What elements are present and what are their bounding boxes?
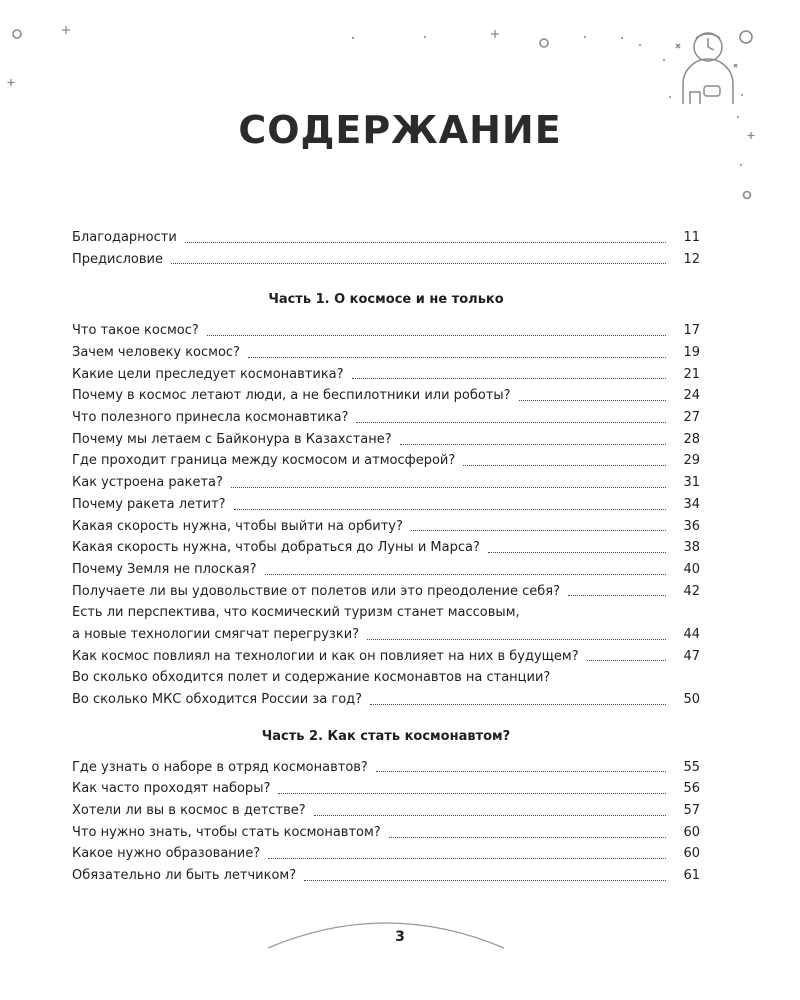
leader-dots [171, 263, 666, 264]
leader-dots [265, 574, 666, 575]
toc-entry-page: 42 [683, 583, 700, 599]
leader-dots [304, 880, 666, 881]
toc-entry-page: 12 [683, 251, 700, 267]
leader-dots [488, 552, 666, 553]
toc-entry-page: 34 [683, 496, 700, 512]
toc-entry-title: Почему Земля не плоская? [72, 561, 257, 577]
toc-entry-page: 50 [683, 692, 700, 708]
leader-dots [352, 378, 666, 379]
toc-entry-title: Как часто проходят наборы? [72, 781, 271, 797]
toc-entry-page: 55 [683, 759, 700, 775]
toc-entry[interactable] [72, 778, 700, 800]
toc-entry-line[interactable] [72, 667, 700, 689]
toc-entry[interactable] [72, 537, 700, 559]
leader-dots [400, 444, 666, 445]
toc-entry[interactable] [72, 844, 700, 866]
section-heading-part-2: Часть 2. Как стать космонавтом? [261, 728, 511, 744]
toc-entry-page: 56 [683, 781, 700, 797]
toc-entry-title: Какая скорость нужна, чтобы добраться до Луны и Марса? [72, 540, 480, 556]
toc-entry[interactable] [72, 757, 700, 779]
toc-entry-page: 40 [683, 561, 700, 577]
toc-entry-title: Где проходит граница между космосом и атмосферой? [72, 453, 456, 469]
toc-entry-title: Где узнать о наборе в отряд космонавтов? [72, 759, 368, 775]
toc-entry[interactable] [72, 822, 700, 844]
toc-entry-page: 24 [683, 388, 700, 404]
toc-entry[interactable] [72, 451, 700, 473]
toc-entry-title: Что такое космос? [72, 323, 199, 339]
toc-entry-title: Предисловие [72, 251, 163, 267]
astronaut-icon [676, 33, 737, 104]
toc-entry-title: Что нужно знать, чтобы стать космонавтом? [72, 824, 381, 840]
toc-entry-title: Есть ли перспектива, что космический туризм станет массовым, [72, 605, 520, 621]
toc-entry-page: 29 [683, 453, 700, 469]
leader-dots [231, 487, 666, 488]
toc-entry-page: 61 [683, 868, 700, 884]
page-number: 3 [395, 929, 405, 945]
toc-entry[interactable] [72, 516, 700, 538]
toc-entry[interactable] [72, 865, 700, 887]
leader-dots [411, 530, 666, 531]
leader-dots [463, 465, 666, 466]
toc-entry-page: 19 [683, 345, 700, 361]
toc-entry[interactable] [72, 646, 700, 668]
toc-entry-page: 31 [683, 475, 700, 491]
toc-entry[interactable] [72, 227, 700, 249]
toc-entry-title: Как устроена ракета? [72, 475, 223, 491]
leader-dots [376, 771, 666, 772]
toc-entry[interactable] [72, 581, 700, 603]
toc-entry-title: Какое нужно образование? [72, 846, 261, 862]
toc-entry-title: Почему в космос летают люди, а не беспилотники или роботы? [72, 388, 511, 404]
toc-entry-page: 60 [683, 824, 700, 840]
leader-dots [248, 357, 666, 358]
table-of-contents [72, 227, 700, 887]
planet-dot-icon [740, 31, 752, 43]
toc-entry-title: Получаете ли вы удовольствие от полетов или это преодоление себя? [72, 583, 560, 599]
toc-entry[interactable] [72, 342, 700, 364]
toc-entry-page: 28 [683, 431, 700, 447]
toc-entry-line[interactable] [72, 602, 700, 624]
toc-entry[interactable] [72, 494, 700, 516]
section-heading-part-1: Часть 1. О космосе и не только [268, 292, 504, 308]
toc-entry-title: Во сколько обходится полет и содержание космонавтов на станции? [72, 670, 551, 686]
toc-entry-title: Обязательно ли быть летчиком? [72, 868, 297, 884]
toc-entry-title: Зачем человеку космос? [72, 345, 240, 361]
toc-entry[interactable] [72, 559, 700, 581]
toc-entry[interactable] [72, 364, 700, 386]
leader-dots [268, 858, 666, 859]
toc-entry-page: 57 [683, 803, 700, 819]
leader-dots [389, 837, 666, 838]
toc-entry-page: 17 [683, 323, 700, 339]
toc-entry-title: Почему ракета летит? [72, 496, 226, 512]
toc-entry-title: Почему мы летаем с Байконура в Казахстане? [72, 431, 392, 447]
toc-entry[interactable] [72, 407, 700, 429]
planet-dot-icon [744, 192, 751, 199]
leader-dots [278, 793, 666, 794]
leader-dots [587, 660, 666, 661]
toc-entry-title: Какие цели преследует космонавтика? [72, 366, 344, 382]
toc-entry-title: Что полезного принесла космонавтика? [72, 410, 349, 426]
toc-entry[interactable] [72, 249, 700, 271]
toc-entry[interactable] [72, 689, 700, 711]
leader-dots [370, 704, 666, 705]
toc-entry[interactable] [72, 320, 700, 342]
toc-entry-title: Как космос повлиял на технологии и как он повлияет на них в будущем? [72, 648, 579, 664]
leader-dots [314, 815, 666, 816]
toc-entry-page: 36 [683, 518, 700, 534]
leader-dots [185, 242, 666, 243]
toc-entry-title: а новые технологии смягчат перегрузки? [72, 626, 360, 642]
toc-entry-page: 60 [683, 846, 700, 862]
toc-entry-page: 44 [683, 626, 700, 642]
toc-entry[interactable] [72, 624, 700, 646]
toc-entry-page: 38 [683, 540, 700, 556]
toc-entry[interactable] [72, 472, 700, 494]
page-title: СОДЕРЖАНИЕ [238, 108, 562, 152]
planet-dot-icon [540, 39, 548, 47]
toc-entry-title: Какая скорость нужна, чтобы выйти на орбиту? [72, 518, 403, 534]
toc-entry-title: Хотели ли вы в космос в детстве? [72, 803, 306, 819]
toc-entry-title: Во сколько МКС обходится России за год? [72, 692, 363, 708]
leader-dots [356, 422, 666, 423]
toc-entry[interactable] [72, 429, 700, 451]
planet-dot-icon [13, 30, 21, 38]
toc-entry[interactable] [72, 385, 700, 407]
toc-entry-page: 21 [683, 366, 700, 382]
leader-dots [367, 639, 666, 640]
leader-dots [234, 509, 666, 510]
leader-dots [207, 335, 666, 336]
leader-dots [568, 595, 666, 596]
toc-entry[interactable] [72, 800, 700, 822]
leader-dots [519, 400, 666, 401]
toc-entry-page: 47 [683, 648, 700, 664]
toc-entry-page: 11 [683, 229, 700, 245]
toc-entry-title: Благодарности [72, 229, 177, 245]
toc-entry-page: 27 [683, 410, 700, 426]
